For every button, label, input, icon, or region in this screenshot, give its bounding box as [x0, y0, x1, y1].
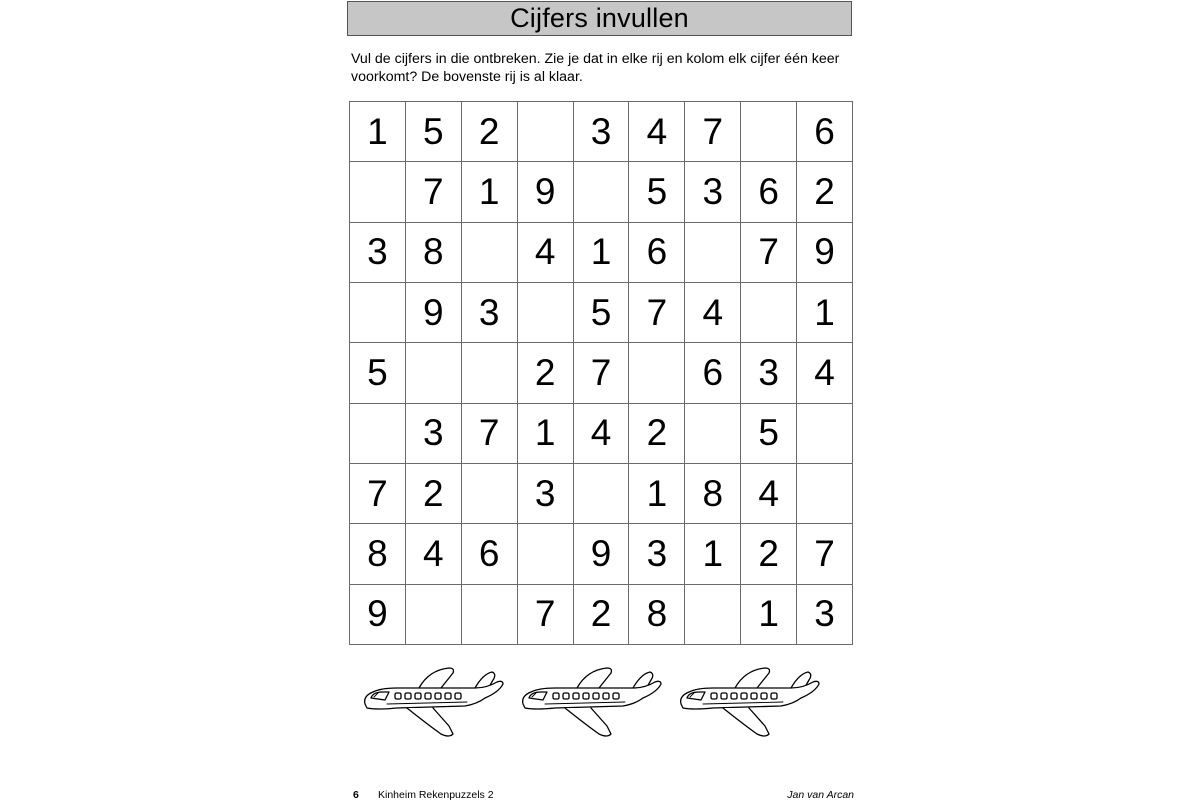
grid-cell: 3	[741, 343, 797, 403]
grid-cell: 6	[741, 162, 797, 222]
airplane-icon	[515, 664, 675, 744]
book-title: Kinheim Rekenpuzzels 2	[378, 789, 494, 801]
grid-cell-empty[interactable]	[462, 464, 518, 524]
grid-cell: 8	[350, 524, 406, 584]
grid-cell-empty[interactable]	[797, 404, 853, 464]
grid-cell: 4	[741, 464, 797, 524]
grid-cell-empty[interactable]	[741, 102, 797, 162]
grid-cell: 2	[574, 585, 630, 645]
grid-cell: 7	[406, 162, 462, 222]
grid-cell: 2	[797, 162, 853, 222]
grid-cell: 5	[406, 102, 462, 162]
grid-cell: 1	[797, 283, 853, 343]
grid-cell-empty[interactable]	[406, 343, 462, 403]
grid-cell: 9	[574, 524, 630, 584]
grid-cell: 9	[406, 283, 462, 343]
grid-cell: 2	[462, 102, 518, 162]
grid-cell: 3	[462, 283, 518, 343]
grid-cell: 1	[518, 404, 574, 464]
grid-cell: 3	[797, 585, 853, 645]
grid-cell: 3	[350, 223, 406, 283]
grid-cell-empty[interactable]	[685, 404, 741, 464]
grid-cell-empty[interactable]	[629, 343, 685, 403]
grid-cell: 5	[574, 283, 630, 343]
airplane-icon	[673, 664, 833, 744]
grid-cell: 7	[629, 283, 685, 343]
grid-cell: 9	[518, 162, 574, 222]
grid-cell: 7	[797, 524, 853, 584]
grid-cell: 3	[406, 404, 462, 464]
page-number: 6	[353, 789, 359, 801]
grid-cell: 5	[629, 162, 685, 222]
number-grid	[349, 101, 853, 645]
grid-cell: 4	[629, 102, 685, 162]
grid-cell: 7	[685, 102, 741, 162]
grid-cell: 7	[518, 585, 574, 645]
grid-cell: 6	[797, 102, 853, 162]
grid-cell: 4	[797, 343, 853, 403]
grid-cell: 6	[685, 343, 741, 403]
grid-cell: 7	[741, 223, 797, 283]
grid-cell: 1	[350, 102, 406, 162]
grid-cell: 5	[741, 404, 797, 464]
grid-cell-empty[interactable]	[518, 283, 574, 343]
author-name: Jan van Arcan	[787, 789, 854, 801]
grid-cell: 9	[797, 223, 853, 283]
grid-cell-empty[interactable]	[741, 283, 797, 343]
grid-cell-empty[interactable]	[574, 162, 630, 222]
grid-cell: 7	[350, 464, 406, 524]
grid-cell: 4	[574, 404, 630, 464]
airplane-icon	[357, 664, 517, 744]
grid-cell-empty[interactable]	[685, 585, 741, 645]
page-title: Cijfers invullen	[347, 1, 852, 36]
grid-cell: 3	[574, 102, 630, 162]
grid-cell: 1	[629, 464, 685, 524]
grid-cell-empty[interactable]	[462, 585, 518, 645]
grid-cell: 4	[406, 524, 462, 584]
grid-cell-empty[interactable]	[462, 223, 518, 283]
grid-cell: 6	[462, 524, 518, 584]
grid-cell: 1	[574, 223, 630, 283]
grid-cell: 1	[685, 524, 741, 584]
grid-cell: 4	[685, 283, 741, 343]
grid-cell-empty[interactable]	[462, 343, 518, 403]
airplane-decoration	[357, 664, 857, 744]
grid-cell-empty[interactable]	[518, 524, 574, 584]
grid-cell: 8	[629, 585, 685, 645]
grid-cell-empty[interactable]	[350, 404, 406, 464]
grid-cell: 5	[350, 343, 406, 403]
grid-cell: 4	[518, 223, 574, 283]
grid-cell: 9	[350, 585, 406, 645]
grid-cell: 3	[518, 464, 574, 524]
grid-cell: 3	[629, 524, 685, 584]
grid-cell: 2	[406, 464, 462, 524]
grid-cell-empty[interactable]	[518, 102, 574, 162]
grid-cell: 1	[741, 585, 797, 645]
grid-cell: 7	[462, 404, 518, 464]
grid-cell-empty[interactable]	[350, 162, 406, 222]
grid-cell: 1	[462, 162, 518, 222]
grid-cell-empty[interactable]	[350, 283, 406, 343]
grid-cell-empty[interactable]	[685, 223, 741, 283]
instructions-text: Vul de cijfers in die ontbreken. Zie je dat in elke rij en kolom elk cijfer één keer voorkomt? De bovenste rij is al klaar.	[351, 51, 840, 85]
grid-cell-empty[interactable]	[406, 585, 462, 645]
grid-cell: 8	[406, 223, 462, 283]
grid-cell: 3	[685, 162, 741, 222]
grid-cell: 7	[574, 343, 630, 403]
grid-cell: 2	[629, 404, 685, 464]
grid-cell: 6	[629, 223, 685, 283]
grid-cell-empty[interactable]	[574, 464, 630, 524]
grid-cell-empty[interactable]	[797, 464, 853, 524]
grid-cell: 2	[518, 343, 574, 403]
grid-cell: 8	[685, 464, 741, 524]
grid-cell: 2	[741, 524, 797, 584]
